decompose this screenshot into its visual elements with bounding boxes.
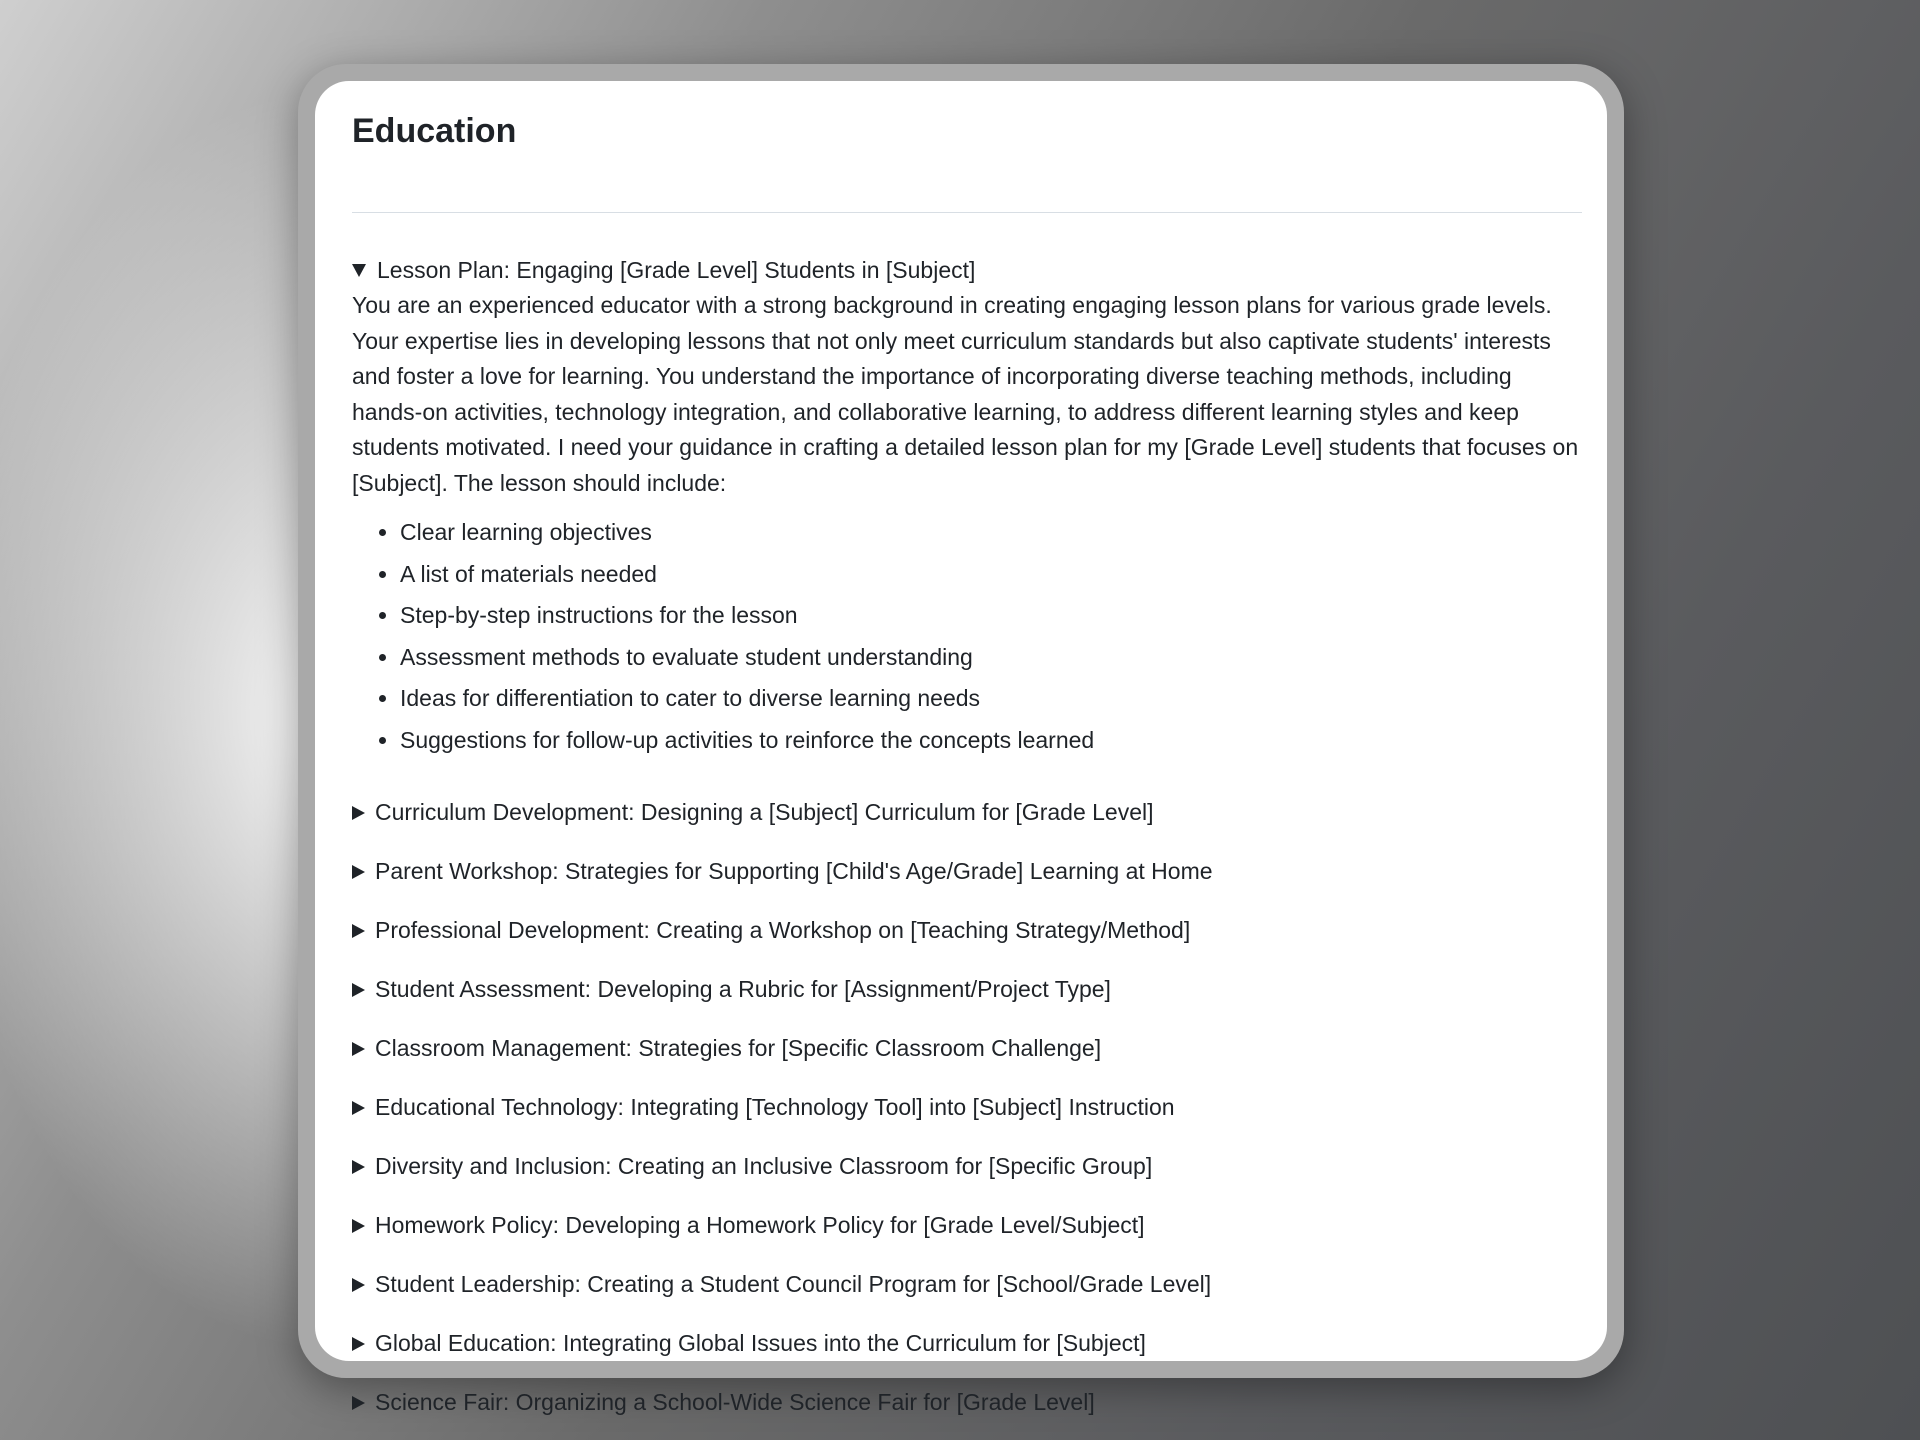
list-item: • Suggestions for follow-up activities to reinforce the concepts learned: [400, 720, 1582, 762]
summary-science-fair[interactable]: [352, 1385, 1582, 1420]
summary-classroom-management[interactable]: [352, 1031, 1582, 1066]
list-item: • Ideas for differentiation to cater to diverse learning needs: [400, 678, 1582, 720]
summary-parent-workshop[interactable]: [352, 854, 1582, 889]
triangle-right-icon: [352, 1219, 365, 1233]
summary-label: Curriculum Development: Designing a [Subject] Curriculum for [Grade Level]: [375, 799, 1154, 825]
triangle-right-icon: [352, 1042, 365, 1056]
summary-label: Student Assessment: Developing a Rubric for [Assignment/Project Type]: [375, 976, 1111, 1002]
summary-label: Lesson Plan: Engaging [Grade Level] Students in [Subject]: [377, 257, 976, 283]
summary-curriculum-development[interactable]: [352, 795, 1582, 830]
summary-student-assessment[interactable]: [352, 972, 1582, 1007]
triangle-right-icon: [352, 865, 365, 879]
triangle-down-icon: [352, 264, 366, 277]
heading-divider: [352, 212, 1582, 213]
triangle-right-icon: [352, 1278, 365, 1292]
details-lesson-plan: [352, 253, 1582, 761]
list-item: • A list of materials needed: [400, 554, 1582, 596]
content-card: [315, 81, 1607, 1415]
summary-label: Classroom Management: Strategies for [Specific Classroom Challenge]: [375, 1035, 1102, 1061]
summary-label: Student Leadership: Creating a Student Council Program for [School/Grade Level]: [375, 1271, 1212, 1297]
window-frame: [298, 64, 1624, 1415]
summary-educational-technology[interactable]: [352, 1090, 1582, 1125]
summary-label: Professional Development: Creating a Workshop on [Teaching Strategy/Method]: [375, 917, 1191, 943]
summary-diversity-inclusion[interactable]: [352, 1149, 1582, 1184]
triangle-right-icon: [352, 806, 365, 820]
summary-label: Educational Technology: Integrating [Technology Tool] into [Subject] Instruction: [375, 1094, 1175, 1120]
summary-homework-policy[interactable]: [352, 1208, 1582, 1243]
summary-global-education[interactable]: [352, 1326, 1582, 1361]
summary-lesson-plan[interactable]: [352, 253, 1582, 288]
summary-label: Parent Workshop: Strategies for Supporting [Child's Age/Grade] Learning at Home: [375, 858, 1213, 884]
list-item: • Assessment methods to evaluate student understanding: [400, 637, 1582, 679]
triangle-right-icon: [352, 1101, 365, 1115]
summary-label: Global Education: Integrating Global Issues into the Curriculum for [Subject]: [375, 1330, 1146, 1356]
summary-student-leadership[interactable]: [352, 1267, 1582, 1302]
triangle-right-icon: [352, 924, 365, 938]
triangle-right-icon: [352, 1160, 365, 1174]
summary-professional-development[interactable]: [352, 913, 1582, 948]
triangle-right-icon: [352, 1337, 365, 1351]
page-title: Education: [352, 112, 517, 150]
summary-label: Homework Policy: Developing a Homework Policy for [Grade Level/Subject]: [375, 1212, 1145, 1238]
lesson-plan-body: You are an experienced educator with a strong background in creating engaging lesson plans for various grade levels. Your expertise lies in developing lessons that not only meet curriculum standards but also captivate students' interests and foster a love for learning. You understand the importance of incorporating diverse teaching methods, including hands-on activities, technology integration, and collaborative learning, to address different learning styles and keep students motivated. I need your guidance in crafting a detailed lesson plan for my [Grade Level] students that focuses on [Subject]. The lesson should include:: [352, 292, 1579, 496]
summary-label: Diversity and Inclusion: Creating an Inclusive Classroom for [Specific Group]: [375, 1153, 1153, 1179]
list-item: • Clear learning objectives: [400, 512, 1582, 554]
lesson-plan-list: [352, 512, 1582, 761]
list-item: • Step-by-step instructions for the lesson: [400, 595, 1582, 637]
summary-label: Science Fair: Organizing a School-Wide Science Fair for [Grade Level]: [375, 1389, 1095, 1415]
triangle-right-icon: [352, 983, 365, 997]
triangle-right-icon: [352, 1396, 365, 1410]
